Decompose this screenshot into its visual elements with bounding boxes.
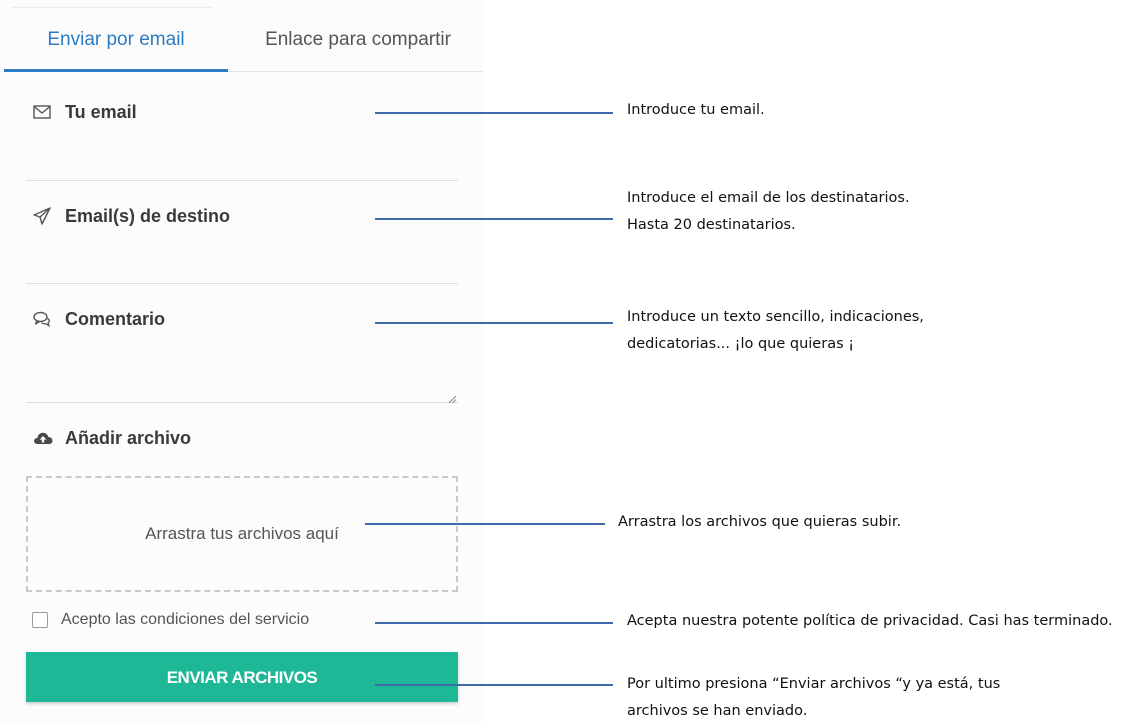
sender-email-label-text: Tu email — [65, 102, 137, 122]
annotation-line: Introduce tu email. — [627, 102, 765, 118]
comment-textarea[interactable] — [26, 341, 462, 401]
terms-row — [32, 610, 309, 630]
top-divider — [12, 7, 212, 8]
attach-file-label-text: Añadir archivo — [65, 428, 192, 448]
recipients-email-input[interactable] — [26, 244, 462, 276]
comment-label-text: Comentario — [65, 309, 166, 329]
annotation-dropzone — [618, 509, 901, 536]
chat-bubbles-icon — [32, 309, 52, 329]
tab-share-link[interactable]: Enlace para compartir — [265, 29, 451, 50]
annotation-send — [627, 671, 1000, 725]
envelope-icon — [32, 102, 52, 122]
sender-email-input[interactable] — [26, 140, 462, 172]
callout-line-recipients — [375, 218, 613, 220]
file-dropzone[interactable] — [26, 476, 458, 592]
send-files-button[interactable]: ENVIAR ARCHIVOS — [26, 652, 458, 702]
recipients-email-label-text: Email(s) de destino — [65, 206, 231, 226]
callout-line-dropzone — [365, 523, 605, 525]
annotation-line: Hasta 20 destinatarios. — [627, 217, 796, 233]
annotation-line: Acepta nuestra potente política de privacidad. Casi has terminado. — [627, 613, 1113, 629]
annotation-line: archivos se han enviado. — [627, 703, 808, 719]
sender-email-label — [32, 100, 137, 124]
comment-label — [32, 307, 165, 331]
annotation-line: Introduce un texto sencillo, indicaciones, — [627, 309, 924, 325]
tab-send-by-email[interactable]: Enviar por email — [4, 14, 228, 72]
annotation-recipients — [627, 185, 910, 239]
recipients-email-field — [26, 204, 458, 284]
annotation-line: Por ultimo presiona “Enviar archivos “y ya está, tus — [627, 676, 1001, 692]
annotation-line: Arrastra los archivos que quieras subir. — [618, 514, 902, 530]
annotation-comment — [627, 304, 924, 358]
attach-file-label — [32, 426, 191, 450]
terms-label: Acepto las condiciones del servicio — [61, 611, 310, 628]
cloud-upload-icon — [32, 428, 54, 448]
textarea-resize-handle[interactable] — [447, 391, 457, 401]
upload-form-panel — [0, 0, 483, 725]
callout-line-send — [375, 684, 613, 686]
callout-line-terms — [375, 622, 613, 624]
terms-checkbox[interactable] — [32, 612, 48, 628]
tab-bar — [4, 14, 483, 72]
annotation-line: dedicatorias... ¡lo que quieras ¡ — [627, 336, 855, 352]
paper-plane-icon — [32, 206, 52, 226]
annotation-terms — [627, 608, 1113, 635]
recipients-email-label — [32, 204, 230, 228]
annotation-sender — [627, 97, 765, 124]
callout-line-comment — [375, 322, 613, 324]
callout-line-sender — [375, 112, 613, 114]
dropzone-text: Arrastra tus archivos aquí — [145, 524, 339, 543]
annotation-line: Introduce el email de los destinatarios. — [627, 190, 910, 206]
